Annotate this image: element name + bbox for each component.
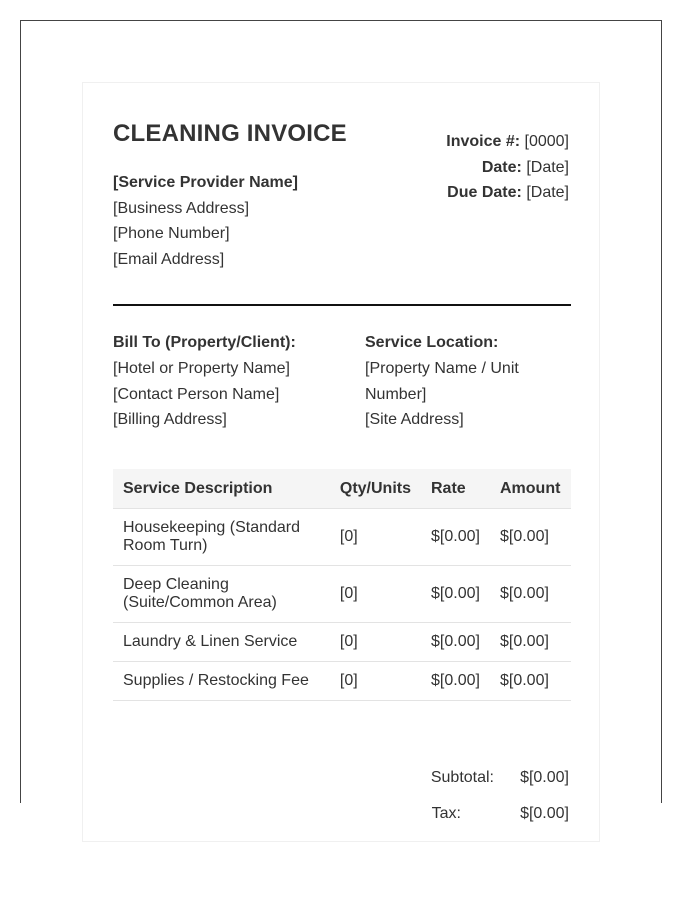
bill-to-address: [Billing Address]: [113, 411, 227, 429]
invoice-due-date-value: [Date]: [526, 184, 569, 201]
row-qty: [0]: [330, 662, 421, 701]
bill-to-heading: Bill To (Property/Client):: [113, 334, 296, 351]
header-divider: [113, 304, 571, 306]
row-rate: $[0.00]: [421, 509, 490, 566]
row-rate: $[0.00]: [421, 662, 490, 701]
invoice-number-value: [0000]: [524, 133, 569, 150]
column-header-qty: Qty/Units: [330, 469, 421, 509]
bill-to-block: [113, 330, 343, 433]
subtotal-value: $[0.00]: [520, 769, 569, 786]
service-location-address: [Site Address]: [365, 411, 464, 429]
service-location-heading: Service Location:: [365, 334, 499, 351]
invoice-number-label: Invoice #:: [446, 133, 521, 150]
invoice-meta-block: [446, 129, 569, 206]
service-provider-block: [113, 170, 298, 272]
row-description: Housekeeping (Standard Room Turn): [113, 509, 330, 566]
services-table: [113, 469, 571, 701]
provider-address: [Business Address]: [113, 199, 250, 217]
row-description: Deep Cleaning (Suite/Common Area): [113, 566, 330, 623]
provider-email: [Email Address]: [113, 250, 225, 268]
row-description: Laundry & Linen Service: [113, 623, 330, 662]
row-description: Supplies / Restocking Fee: [113, 662, 330, 701]
tax-line: [369, 805, 569, 825]
table-row: [113, 566, 571, 623]
tax-value: $[0.00]: [520, 805, 569, 822]
service-location-block: [365, 330, 545, 433]
row-amount: $[0.00]: [490, 509, 571, 566]
subtotal-line: [369, 769, 569, 789]
subtotal-label: Subtotal:: [430, 769, 494, 786]
invoice-date-label: Date:: [481, 158, 522, 176]
provider-phone: [Phone Number]: [113, 225, 230, 242]
table-row: [113, 509, 571, 566]
invoice-number-line: [446, 129, 569, 155]
invoice-sheet: [82, 82, 600, 842]
bill-to-contact: [Contact Person Name]: [113, 385, 280, 403]
table-row: [113, 623, 571, 662]
row-amount: $[0.00]: [490, 566, 571, 623]
row-qty: [0]: [330, 509, 421, 566]
row-qty: [0]: [330, 623, 421, 662]
tax-label: Tax:: [431, 805, 461, 822]
table-row: [113, 662, 571, 701]
row-amount: $[0.00]: [490, 623, 571, 662]
bill-to-property: [Hotel or Property Name]: [113, 359, 290, 377]
table-header-row: [113, 469, 571, 509]
invoice-date-line: [446, 155, 569, 181]
service-location-property: [Property Name / Unit Number]: [365, 359, 519, 403]
column-header-rate: Rate: [421, 469, 490, 509]
invoice-title: CLEANING INVOICE: [113, 120, 347, 147]
invoice-date-value: [Date]: [526, 158, 569, 176]
row-qty: [0]: [330, 566, 421, 623]
invoice-due-date-line: [446, 180, 569, 206]
document-frame: [20, 20, 662, 822]
invoice-due-date-label: Due Date:: [447, 184, 522, 201]
row-amount: $[0.00]: [490, 662, 571, 701]
row-rate: $[0.00]: [421, 566, 490, 623]
provider-name: [Service Provider Name]: [113, 174, 298, 191]
row-rate: $[0.00]: [421, 623, 490, 662]
column-header-amount: Amount: [490, 469, 571, 509]
column-header-description: Service Description: [113, 469, 330, 509]
